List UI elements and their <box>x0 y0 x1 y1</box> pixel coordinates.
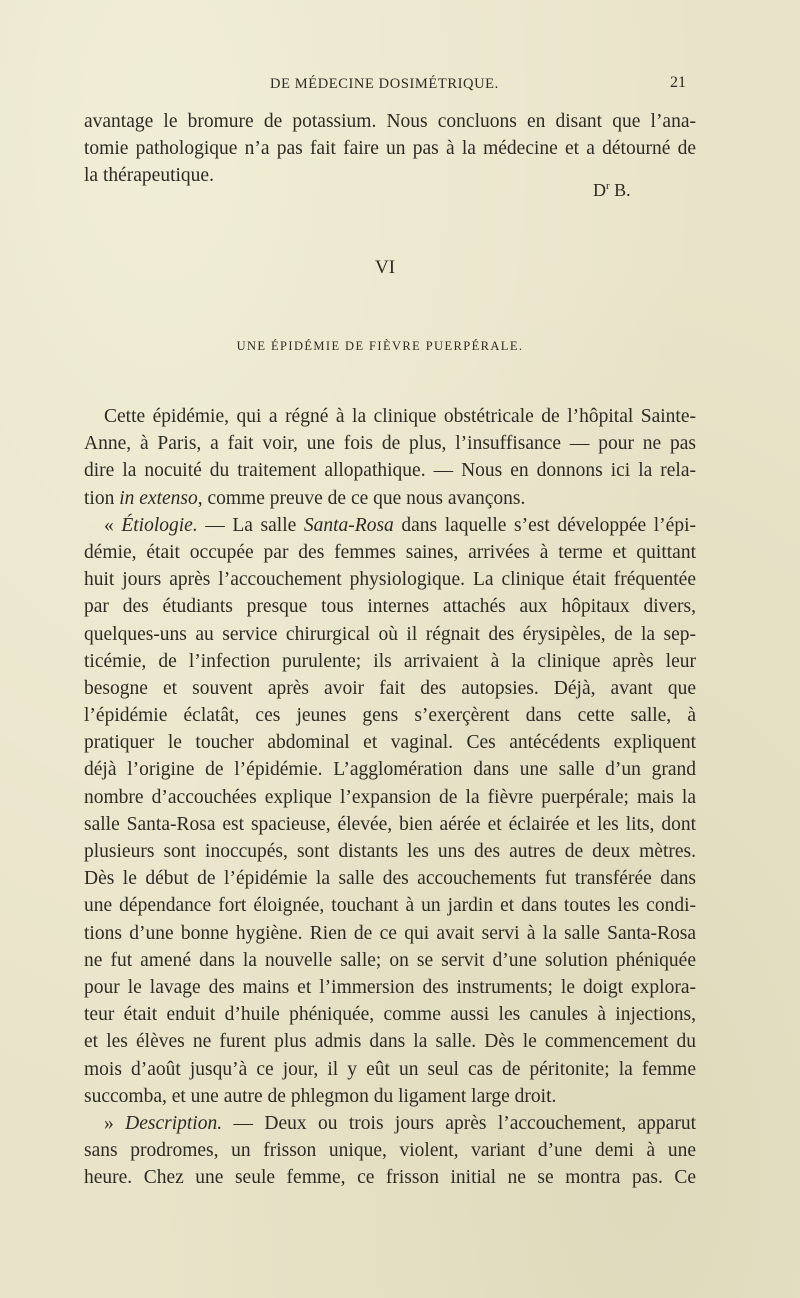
text-line: teur était enduit d’huile phéniquée, comme aussi les canules à injections, <box>84 1004 696 1026</box>
text-line: Anne, à Paris, a fait voir, une fois de plus, l’insuffisance — pour ne pas <box>84 433 696 455</box>
text-line: huit jours après l’accouchement physiologique. La clinique était fréquentée <box>84 569 696 591</box>
signature-superscript: r <box>606 180 610 192</box>
text-line: la thérapeutique. <box>84 165 214 187</box>
signature-prefix: D <box>593 180 606 200</box>
text-fragment: , comme preuve de ce que nous avançons. <box>197 487 526 509</box>
text-line: pratiquer le toucher abdominal et vaginal. Ces antécédents expliquent <box>84 732 696 754</box>
text-line: ticémie, de l’infection purulente; ils arrivaient à la clinique après leur <box>84 650 696 672</box>
text-line: salle Santa-Rosa est spacieuse, élevée, bien aérée et éclairée et les lits, dont <box>84 813 696 835</box>
text-line: déjà l’origine de l’épidémie. L’agglomération dans une salle d’un grand <box>84 759 696 781</box>
top-paragraph <box>84 108 696 190</box>
running-head: DE MÉDECINE DOSIMÉTRIQUE. <box>270 76 499 92</box>
section-number: VI <box>374 257 396 278</box>
text-line: pour le lavage des mains et l’immersion des instruments; le doigt explora- <box>84 976 696 998</box>
text-line: Cette épidémie, qui a régné à la clinique obstétricale de l’hôpital Sainte- <box>104 406 696 427</box>
text-line: dire la nocuité du traitement allopathique. — Nous en donnons ici la rela- <box>84 460 696 482</box>
text-line: besogne et souvent après avoir fait des autopsies. Déjà, avant que <box>84 677 696 699</box>
text-line: tomie pathologique n’a pas fait faire un pas à la médecine et a détourné de <box>84 138 696 160</box>
text-fragment: « <box>104 514 122 536</box>
page-number: 21 <box>670 74 686 91</box>
text-fragment: — La salle <box>197 514 304 536</box>
text-line <box>84 1110 696 1137</box>
text-fragment: tion <box>84 487 120 509</box>
text-line: l’épidémie éclatât, ces jeunes gens s’exerçèrent dans cette salle, à <box>84 705 696 727</box>
italic-heading: Description. <box>125 1112 223 1134</box>
signature-initial: B. <box>609 180 631 200</box>
text-line: tions d’une bonne hygiène. Rien de ce qui avait servi à la salle Santa-Rosa <box>84 922 696 944</box>
text-fragment: » <box>104 1112 126 1134</box>
text-line: démie, était occupée par des femmes saines, arrivées à terme et quittant <box>84 541 696 563</box>
text-line: nombre d’accouchées explique l’expansion de la fièvre puerpérale; mais la <box>84 786 696 808</box>
text-line: une dépendance fort éloignée, touchant à un jardin et dans toutes les condi- <box>84 895 696 917</box>
italic-phrase: in extenso <box>119 487 198 509</box>
text-line: succomba, et une autre de phlegmon du ligament large droit. <box>84 1085 557 1107</box>
text-line: ne fut amené dans la nouvelle salle; on se servit d’une solution phéniquée <box>84 949 696 971</box>
text-fragment: — Deux ou trois jours après l’accouchement, apparut <box>222 1112 696 1134</box>
text-line: et les élèves ne furent plus admis dans la salle. Dès le commencement du <box>84 1031 696 1053</box>
signature <box>593 180 631 201</box>
section-title: UNE ÉPIDÉMIE DE FIÈVRE PUERPÉRALE. <box>236 339 524 353</box>
text-line <box>84 485 696 512</box>
text-line: heure. Chez une seule femme, ce frisson initial ne se montra pas. Ce <box>84 1167 696 1189</box>
body-text <box>84 403 696 1191</box>
text-line: avantage le bromure de potassium. Nous concluons en disant que l’ana- <box>84 111 696 132</box>
text-line: mois d’août jusqu’à ce jour, il y eût un seul cas de péritonite; la femme <box>84 1058 696 1080</box>
text-line: par des étudiants presque tous internes attachés aux hôpitaux divers, <box>84 596 696 618</box>
text-line: sans prodromes, un frisson unique, violent, variant d’une demi à une <box>84 1140 696 1162</box>
text-line: plusieurs sont inoccupés, sont distants les uns des autres de deux mètres. <box>84 841 696 862</box>
italic-phrase: Santa-Rosa <box>303 514 394 536</box>
text-line: Dès le début de l’épidémie la salle des accouchements fut transférée dans <box>84 868 696 890</box>
text-fragment: dans laquelle s’est développée l’épi- <box>393 514 696 536</box>
text-line <box>84 512 696 539</box>
text-line: quelques-uns au service chirurgical où il régnait des érysipèles, de la sep- <box>84 623 696 645</box>
italic-heading: Étiologie. <box>121 514 198 536</box>
